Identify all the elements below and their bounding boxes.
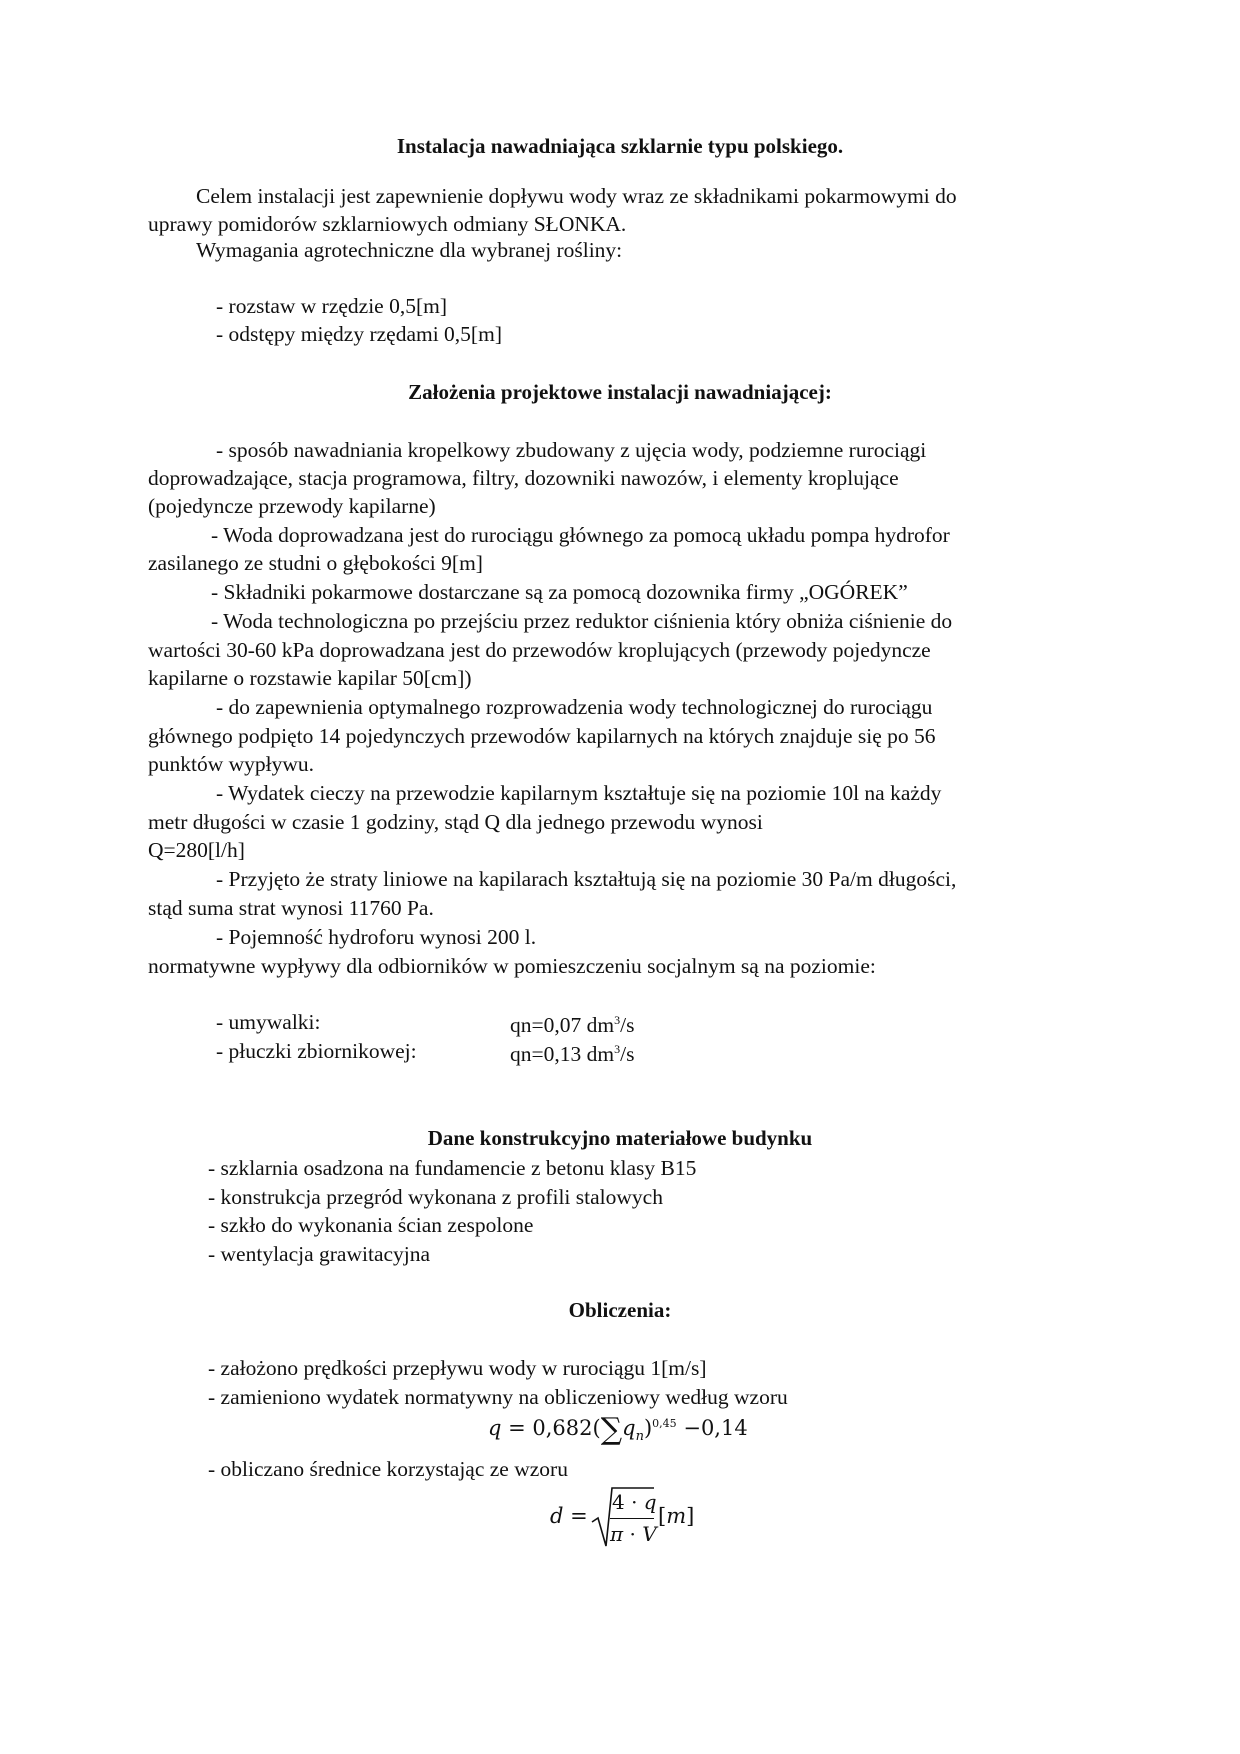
assumption-line: głównego podpięto 14 pojedynczych przewodów kapilarnych na których znajduje się po 56 <box>148 724 936 748</box>
fraction-bar <box>610 1518 654 1519</box>
assumption-line: stąd suma strat wynosi 11760 Pa. <box>148 896 434 920</box>
assumption-line: normatywne wypływy dla odbiorników w pomieszczeniu socjalnym są na poziomie: <box>148 954 876 978</box>
list-item: - szkło do wykonania ścian zespolone <box>208 1213 534 1237</box>
flow-label: - umywalki: <box>216 1010 321 1034</box>
section-heading: Dane konstrukcyjno materiałowe budynku <box>427 1126 813 1150</box>
assumption-line: metr długości w czasie 1 godziny, stąd Q dla jednego przewodu wynosi <box>148 810 763 834</box>
assumption-line: - do zapewnienia optymalnego rozprowadzenia wody technologicznej do rurociągu <box>216 695 933 719</box>
section-heading: Założenia projektowe instalacji nawadniającej: <box>408 380 832 404</box>
intro-line: uprawy pomidorów szklarniowych odmiany SŁONKA. <box>148 212 627 236</box>
list-item: - zamieniono wydatek normatywny na obliczeniowy według wzoru <box>208 1385 788 1409</box>
assumption-line: (pojedyncze przewody kapilarne) <box>148 494 436 518</box>
flow-value: qn=0,07 $dm^3/s$ <box>510 1012 635 1037</box>
assumption-line: kapilarne o rozstawie kapilar 50[cm]) <box>148 666 472 690</box>
assumption-line: zasilanego ze studni o głębokości 9[m] <box>148 551 483 575</box>
list-item: - szklarnia osadzona na fundamencie z betonu klasy B15 <box>208 1156 697 1180</box>
list-item: - konstrukcja przegród wykonana z profili stalowych <box>208 1185 663 1209</box>
flow-value: qn=0,13 $dm^3/s$ <box>510 1041 635 1066</box>
assumption-line: - Wydatek cieczy na przewodzie kapilarnym kształtuje się na poziomie 10l na każdy <box>216 781 942 805</box>
assumption-line: - Woda technologiczna po przejściu przez reduktor ciśnienia który obniża ciśnienie do <box>211 609 953 633</box>
requirement-item: - rozstaw w rzędzie 0,5[m] <box>216 294 448 318</box>
assumption-line: punktów wypływu. <box>148 752 315 776</box>
list-item: - wentylacja grawitacyjna <box>208 1242 431 1266</box>
assumption-line: - sposób nawadniania kropelkowy zbudowany z ujęcia wody, podziemne rurociągi <box>216 438 927 462</box>
formula-design-flow: $q = 0,682(\sum q_n)^{0,45} -0,14$ <box>488 1412 748 1447</box>
assumption-line: - Przyjęto że straty liniowe na kapilarach kształtują się na poziomie 30 Pa/m długości, <box>216 867 957 891</box>
intro-line: Wymagania agrotechniczne dla wybranej rośliny: <box>196 238 623 262</box>
assumption-line: - Woda doprowadzana jest do rurociągu głównego za pomocą układu pompa hydrofor <box>211 523 950 547</box>
requirement-item: - odstępy między rzędami 0,5[m] <box>216 322 502 346</box>
assumption-line: - Pojemność hydroforu wynosi 200 l. <box>216 925 537 949</box>
section-heading: Obliczenia: <box>568 1298 672 1322</box>
intro-line: Celem instalacji jest zapewnienie dopływu wody wraz ze składnikami pokarmowymi do <box>196 184 957 208</box>
assumption-line: doprowadzające, stacja programowa, filtry, dozowniki nawozów, i elementy kroplujące <box>148 466 899 490</box>
document-title: Instalacja nawadniająca szklarnie typu polskiego. <box>396 134 844 158</box>
list-item: - założono prędkości przepływu wody w rurociągu 1[m/s] <box>208 1356 707 1380</box>
assumption-line: wartości 30-60 kPa doprowadzana jest do przewodów kroplujących (przewody pojedyncze <box>148 638 931 662</box>
assumption-line: Q=280[l/h] <box>148 838 245 862</box>
flow-label: - płuczki zbiornikowej: <box>216 1039 417 1063</box>
list-item: - obliczano średnice korzystając ze wzoru <box>208 1457 568 1481</box>
assumption-line: - Składniki pokarmowe dostarczane są za pomocą dozownika firmy „OGÓREK” <box>211 580 908 604</box>
formula-diameter: d = 4 · q π · V [m] <box>548 1484 698 1550</box>
